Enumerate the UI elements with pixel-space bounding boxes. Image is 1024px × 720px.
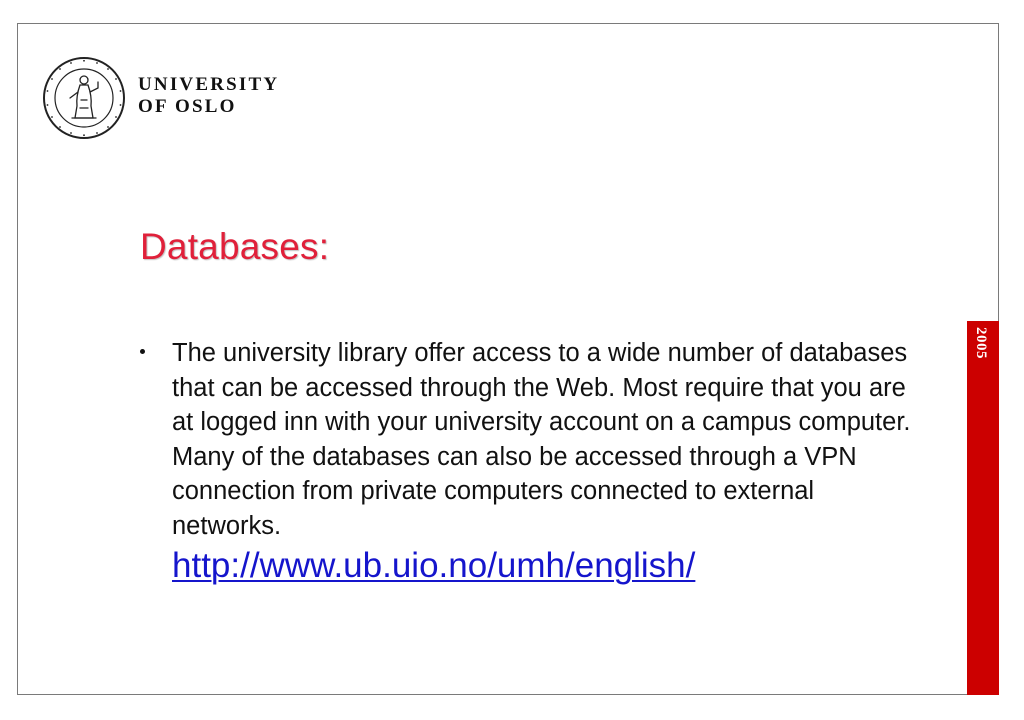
year-label: 2005 [973,327,989,359]
bullet-item [140,336,920,587]
slide-title: Databases: [140,226,330,267]
university-seal-icon [42,56,126,140]
wordmark-line-1: UNIVERSITY [138,74,280,95]
bullet-text: The university library offer access to a wide number of databases that can be accessed through the Web. Most require that you are at logged inn with your university account on a campus computer. Many of the databases can also be accessed through a VPN connection from private computers connected to external networks. [172,339,911,540]
bullet-list [140,336,920,587]
library-databases-link[interactable]: http://www.ub.uio.no/umh/english/ [172,546,696,585]
wordmark-line-2: OF OSLO [138,96,237,117]
bullet-dot-icon [140,349,145,354]
year-side-band [967,321,999,695]
university-wordmark [138,74,279,118]
